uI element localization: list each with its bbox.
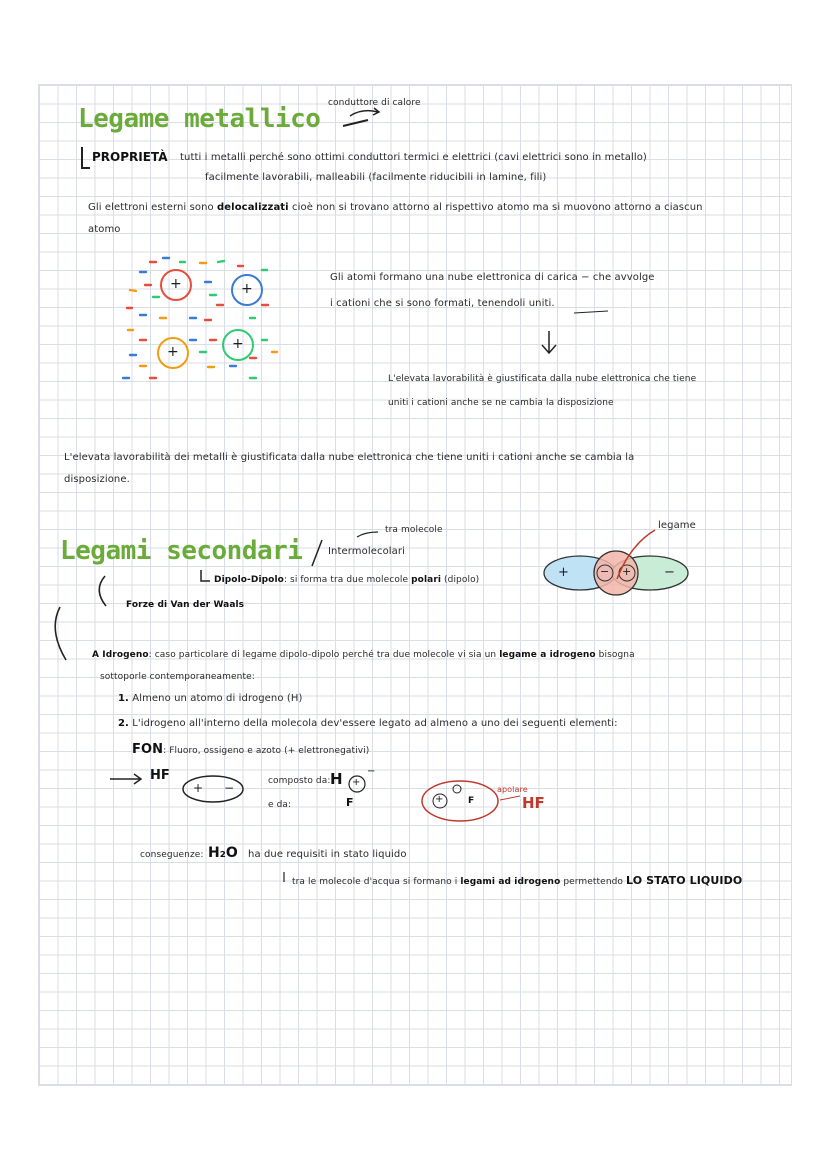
consequence-label: conseguenze: <box>140 850 204 860</box>
section2-subtitle: Intermolecolari <box>328 546 405 557</box>
property-2: facilmente lavorabili, malleabili (facilmente riducibili in lamine, fili) <box>205 172 547 183</box>
summary-line-1: L'elevata lavorabilità dei metalli è giustificata dalla nube elettronica che tiene uniti i cationi anche se cambia la <box>64 452 635 463</box>
cation-sign-4: + <box>232 336 244 352</box>
hf-red-label: HF <box>522 794 545 812</box>
hydrogen-label: A Idrogeno <box>92 650 149 660</box>
fon-text: : Fluoro, ossigeno e azoto (+ elettronegativi) <box>163 746 370 756</box>
req-2-num: 2. <box>118 718 129 729</box>
hf-red-plus: + <box>435 794 444 805</box>
composed-by: composto da: <box>268 776 331 786</box>
hydrogen-text-end: bisogna <box>598 650 635 660</box>
hf-label: HF <box>150 768 170 783</box>
dipole-minus-right: − <box>664 565 675 580</box>
liquid-state: LO STATO LIQUIDO <box>626 874 743 887</box>
cloud-text-1: Gli atomi formano una nube elettronica di carica − che avvolge <box>330 272 655 283</box>
hydrogen-text: : caso particolare di legame dipolo-dipolo perché tra due molecole vi sia un <box>148 650 497 660</box>
requirement-1 <box>118 693 302 704</box>
f-symbol: F <box>346 796 354 809</box>
consequence-line-2 <box>292 874 742 887</box>
consequence-line-2b: permettendo <box>563 877 624 887</box>
fon-line <box>132 742 369 757</box>
and-by: e da: <box>268 800 292 810</box>
electrons-line-1b: cioè non si trovano attorno al rispettivo atomo ma si muovono attorno a ciascun <box>292 202 703 213</box>
electrons-line-1a: Gli elettroni esterni sono <box>88 202 214 213</box>
hf-red-note: apolare <box>497 785 528 794</box>
cloud-conclusion-2: uniti i cationi anche se ne cambia la disposizione <box>388 398 614 408</box>
hf-plus: + <box>193 781 204 795</box>
electrons-keyword: delocalizzati <box>217 202 289 213</box>
req-2-text: L'idrogeno all'interno della molecola dev'essere legato ad almeno a uno dei seguenti elementi: <box>132 718 618 729</box>
h-plus: + <box>352 777 361 788</box>
dipole-plus-mid: + <box>622 565 632 578</box>
electrons-line-1 <box>88 202 703 213</box>
hf-minus: − <box>224 781 235 795</box>
dipole-plus-left: + <box>558 565 569 580</box>
cation-sign-3: + <box>167 344 179 360</box>
h-minus: − <box>367 766 376 777</box>
hydrogen-line <box>92 650 635 660</box>
dipole-label: Dipolo-Dipolo <box>214 575 284 585</box>
dipole-paren: (dipolo) <box>444 575 480 585</box>
dipole-text: : si forma tra due molecole <box>283 575 409 585</box>
bond-label: legame <box>658 520 696 531</box>
cloud-text-2: i cationi che si sono formati, tenendoli uniti. <box>330 298 555 309</box>
electrons-line-2: atomo <box>88 224 121 235</box>
cation-sign-1: + <box>170 276 182 292</box>
consequence-line-2a: tra le molecole d'acqua si formano i <box>292 877 458 887</box>
requirement-2 <box>118 718 618 729</box>
between-molecules: tra molecole <box>385 525 443 535</box>
hydrogen-keyword: legame a idrogeno <box>499 650 596 660</box>
section1-title: Legame metallico <box>78 104 321 134</box>
summary-line-2: disposizione. <box>64 474 130 485</box>
consequence-text: ha due requisiti in stato liquido <box>248 849 407 860</box>
h-symbol: H <box>330 770 343 788</box>
vdw-label: Forze di Van der Waals <box>126 600 245 610</box>
fon-label: FON <box>132 742 164 757</box>
dipole-diagram <box>544 530 688 595</box>
dipole-line <box>214 575 479 585</box>
consequence-keyword: legami ad idrogeno <box>460 877 561 887</box>
title-annotation: conduttore di calore <box>328 98 421 108</box>
properties-label: PROPRIETÀ <box>92 150 168 164</box>
cation-sign-2: + <box>241 281 253 297</box>
section2-title: Legami secondari <box>60 536 303 566</box>
h2o-label: H₂O <box>208 845 238 861</box>
hydrogen-line-2: sottoporle contemporaneamente: <box>100 672 255 682</box>
dipole-minus: − <box>600 565 610 578</box>
hf-red-f: F <box>468 796 475 806</box>
property-1: tutti i metalli perché sono ottimi conduttori termici e elettrici (cavi elettrici sono in metallo) <box>180 152 647 163</box>
req-1-num: 1. <box>118 693 129 704</box>
dipole-keyword: polari <box>411 575 442 585</box>
cloud-conclusion-1: L'elevata lavorabilità è giustificata dalla nube elettronica che tiene <box>388 374 697 384</box>
req-1-text: Almeno un atomo di idrogeno (H) <box>132 693 303 704</box>
